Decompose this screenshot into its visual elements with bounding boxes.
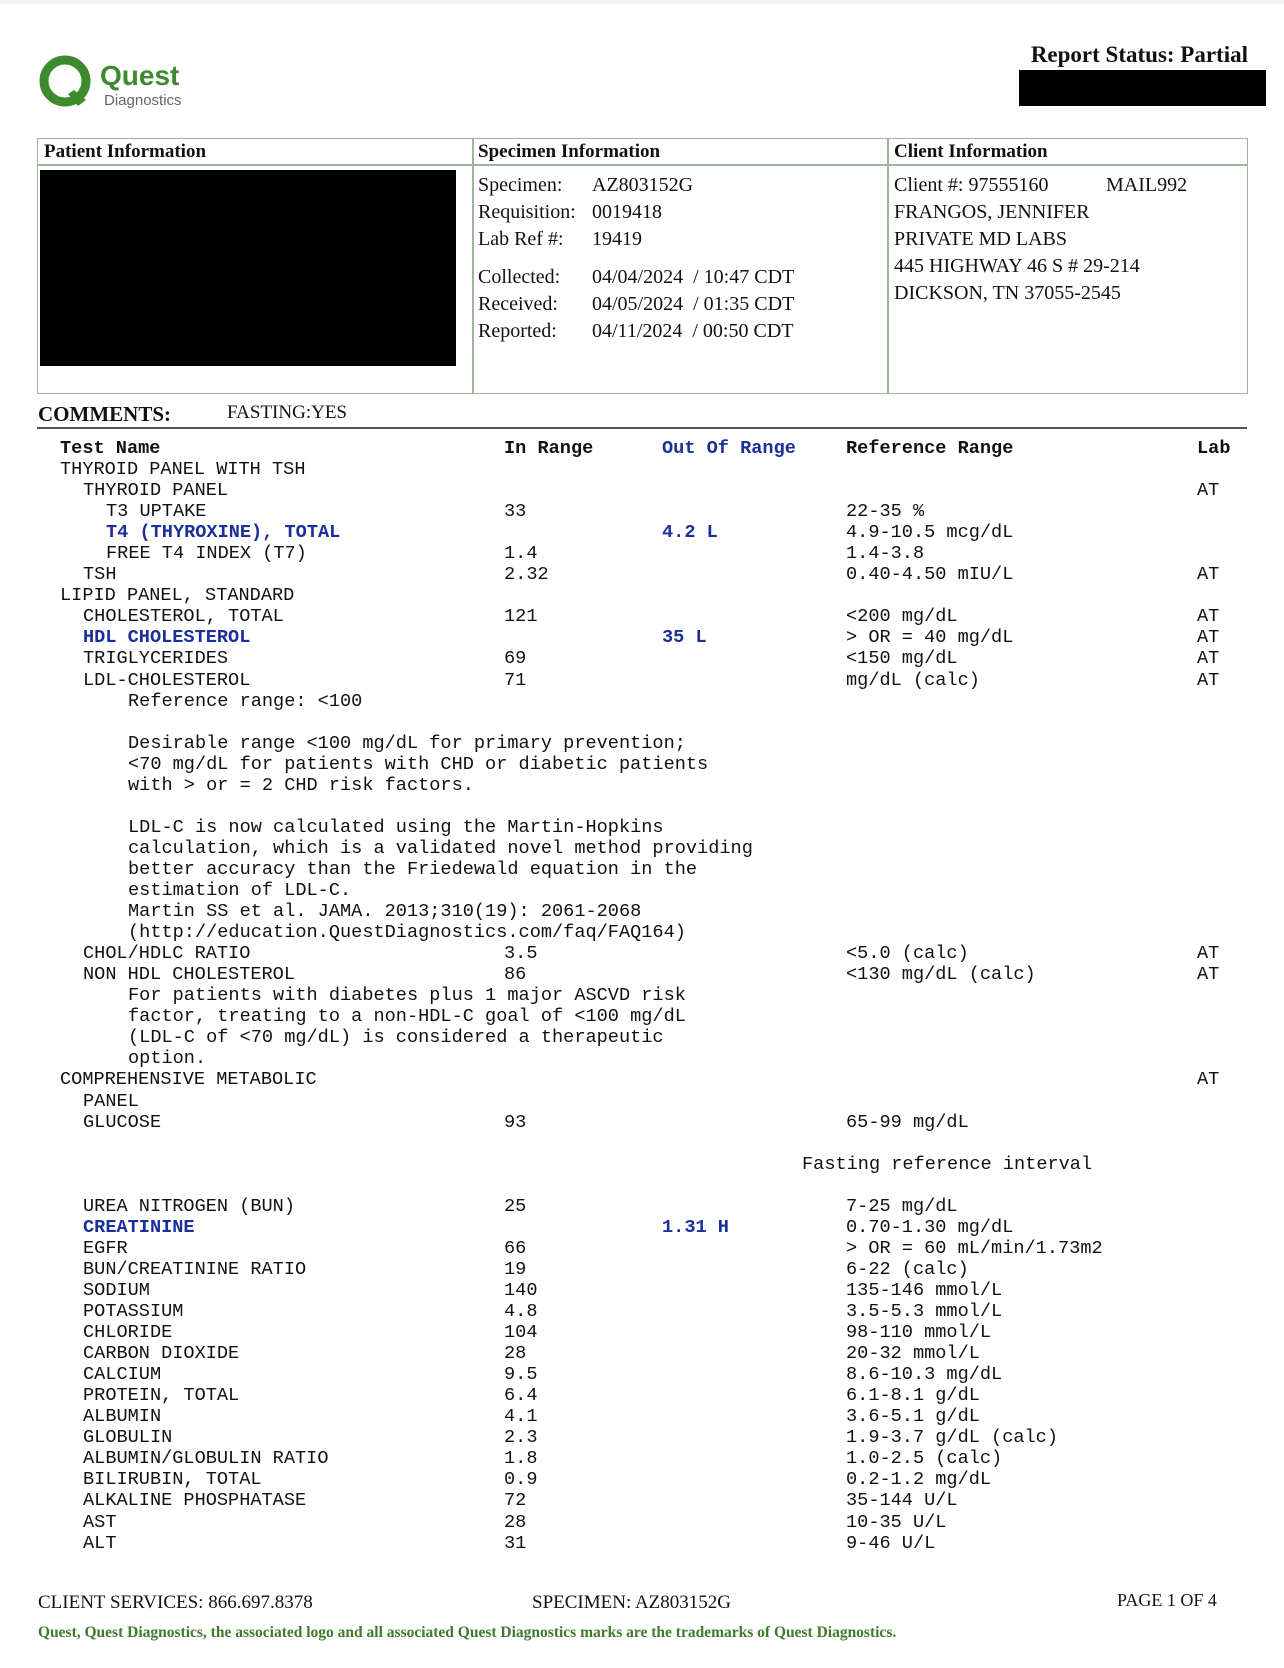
reported-value: 04/11/2024 / 00:50 CDT — [592, 320, 794, 342]
table-row — [0, 606, 1284, 627]
test-name: TSH — [83, 564, 117, 586]
client-line: PRIVATE MD LABS — [894, 228, 1067, 250]
client-line: FRANGOS, JENNIFER — [894, 201, 1090, 223]
results-table — [0, 459, 1284, 1559]
test-name: T4 (THYROXINE), TOTAL — [106, 522, 341, 544]
table-row — [0, 670, 1284, 691]
test-name: Martin SS et al. JAMA. 2013;310(19): 2061-2068 — [128, 901, 642, 923]
lab-code: AT — [1197, 627, 1220, 649]
client-services: CLIENT SERVICES: 866.697.8378 — [38, 1592, 313, 1613]
test-name: (http://education.QuestDiagnostics.com/faq/FAQ164) — [128, 922, 686, 944]
in-range-value: 6.4 — [504, 1385, 538, 1407]
in-range-value: 140 — [504, 1279, 538, 1301]
table-row — [0, 1196, 1284, 1217]
test-name: CHOL/HDLC RATIO — [83, 943, 251, 965]
logo-name: Quest — [100, 60, 180, 91]
reference-range: 4.9-10.5 mcg/dL — [846, 522, 1014, 544]
reference-range: 20-32 mmol/L — [846, 1343, 980, 1365]
test-name: SODIUM — [83, 1279, 150, 1301]
test-name: FREE T4 INDEX (T7) — [106, 543, 307, 565]
test-name: AST — [83, 1511, 117, 1533]
test-name: (LDL-C of <70 mg/dL) is considered a therapeutic — [128, 1027, 664, 1049]
client-line: DICKSON, TN 37055-2545 — [894, 282, 1121, 304]
info-header-rule — [37, 164, 1248, 166]
test-name: better accuracy than the Friedewald equation in the — [128, 858, 698, 880]
reference-range: <150 mg/dL — [846, 648, 958, 670]
in-range-value: 86 — [504, 964, 527, 986]
reference-range: 1.9-3.7 g/dL (calc) — [846, 1427, 1059, 1449]
client-header: Client Information — [894, 141, 1048, 162]
table-row — [0, 733, 1284, 754]
test-name: estimation of LDL-C. — [128, 880, 352, 901]
reference-range: <130 mg/dL (calc) — [846, 964, 1036, 986]
received-value: 04/05/2024 / 01:35 CDT — [592, 293, 795, 315]
lab-code: AT — [1197, 964, 1220, 986]
in-range-value: 19 — [504, 1258, 527, 1280]
test-name: POTASSIUM — [83, 1301, 184, 1322]
test-name: TRIGLYCERIDES — [83, 648, 229, 670]
table-row — [0, 585, 1284, 606]
table-row — [0, 838, 1284, 859]
test-name: LIPID PANEL, STANDARD — [60, 585, 295, 607]
reference-range: 9-46 U/L — [846, 1532, 936, 1554]
col-test-name: Test Name — [60, 438, 161, 459]
table-row — [0, 985, 1284, 1006]
reference-range: > OR = 60 mL/min/1.73m2 — [846, 1237, 1103, 1259]
out-of-range-value: 4.2 L — [662, 522, 718, 544]
table-row — [0, 1448, 1284, 1469]
test-name: ALBUMIN/GLOBULIN RATIO — [83, 1448, 329, 1470]
report-page — [0, 4, 1284, 1668]
table-row — [0, 1217, 1284, 1238]
table-row — [0, 880, 1284, 901]
in-range-value: 28 — [504, 1343, 527, 1365]
requisition-label: Requisition: — [478, 201, 576, 223]
in-range-value: 93 — [504, 1111, 527, 1133]
table-row — [0, 1069, 1284, 1090]
lab-ref-value: 19419 — [592, 228, 642, 250]
collected-value: 04/04/2024 / 10:47 CDT — [592, 266, 795, 288]
table-row — [0, 459, 1284, 480]
in-range-value: 4.1 — [504, 1406, 538, 1428]
table-row — [0, 859, 1284, 880]
reference-range: 0.70-1.30 mg/dL — [846, 1216, 1014, 1238]
lab-code: AT — [1197, 606, 1220, 628]
in-range-value: 33 — [504, 501, 527, 523]
collected-label: Collected: — [478, 266, 561, 288]
trademark-note: Quest, Quest Diagnostics, the associated logo and all associated Quest Diagnostics marks are the trademarks of Quest Diagnostics. — [38, 1624, 897, 1641]
table-row — [0, 1259, 1284, 1280]
client-line: 445 HIGHWAY 46 S # 29-214 — [894, 255, 1140, 277]
in-range-value: 25 — [504, 1195, 527, 1217]
test-name: T3 UPTAKE — [106, 501, 207, 523]
reference-range: 7-25 mg/dL — [846, 1195, 958, 1217]
in-range-value: 4.8 — [504, 1301, 538, 1322]
table-row — [0, 501, 1284, 522]
table-row — [0, 1469, 1284, 1490]
client-mail-code: MAIL992 — [1106, 174, 1188, 196]
specimen-row-value: AZ803152G — [592, 174, 694, 196]
table-row — [0, 480, 1284, 501]
in-range-value: 66 — [504, 1237, 527, 1259]
col-out-of-range: Out Of Range — [662, 438, 796, 459]
in-range-value: 3.5 — [504, 943, 538, 965]
specimen-row-label: Specimen: — [478, 174, 563, 196]
table-row — [0, 1364, 1284, 1385]
in-range-value: 71 — [504, 669, 527, 691]
table-row — [0, 1490, 1284, 1511]
test-name: Desirable range <100 mg/dL for primary prevention; — [128, 732, 686, 754]
reference-range: mg/dL (calc) — [846, 669, 980, 691]
reference-range: <200 mg/dL — [846, 606, 958, 628]
comments-label: COMMENTS: — [38, 402, 171, 426]
lab-code: AT — [1197, 480, 1220, 502]
test-name: NON HDL CHOLESTEROL — [83, 964, 296, 986]
lab-code: AT — [1197, 1069, 1220, 1091]
requisition-value: 0019418 — [592, 201, 662, 223]
table-row — [0, 943, 1284, 964]
table-row — [0, 1280, 1284, 1301]
table-row — [0, 1091, 1284, 1112]
lab-code: AT — [1197, 943, 1220, 965]
comments-rule — [37, 427, 1247, 429]
table-row — [0, 1301, 1284, 1322]
table-row — [0, 1385, 1284, 1406]
table-row — [0, 775, 1284, 796]
test-name: CREATININE — [83, 1216, 195, 1238]
table-row — [0, 1533, 1284, 1554]
col-in-range: In Range — [504, 438, 594, 459]
in-range-value: 9.5 — [504, 1364, 538, 1386]
reference-range: 135-146 mmol/L — [846, 1279, 1003, 1301]
comments-value: FASTING:YES — [227, 402, 347, 423]
test-name: HDL CHOLESTEROL — [83, 627, 251, 649]
table-row — [0, 1512, 1284, 1533]
test-name: GLUCOSE — [83, 1111, 162, 1133]
reference-range: 0.40-4.50 mIU/L — [846, 564, 1014, 586]
reference-note: Fasting reference interval — [802, 1153, 1093, 1175]
table-row — [0, 754, 1284, 775]
table-row — [0, 1027, 1284, 1048]
reference-range: 3.5-5.3 mmol/L — [846, 1301, 1003, 1322]
test-name: ALBUMIN — [83, 1406, 162, 1428]
test-name: UREA NITROGEN (BUN) — [83, 1195, 296, 1217]
table-row — [0, 627, 1284, 648]
received-label: Received: — [478, 293, 558, 315]
in-range-value: 0.9 — [504, 1469, 538, 1491]
test-name: CARBON DIOXIDE — [83, 1343, 240, 1365]
lab-code: AT — [1197, 648, 1220, 670]
table-row — [0, 901, 1284, 922]
table-row — [0, 564, 1284, 585]
test-name: BILIRUBIN, TOTAL — [83, 1469, 262, 1491]
test-name: option. — [128, 1048, 207, 1070]
table-row — [0, 1154, 1284, 1175]
reference-range: 10-35 U/L — [846, 1511, 947, 1533]
info-divider-2 — [887, 138, 889, 394]
reference-range: 1.4-3.8 — [846, 543, 925, 565]
table-row — [0, 964, 1284, 985]
logo-sub: Diagnostics — [104, 92, 182, 109]
quest-logo-icon — [38, 54, 92, 110]
specimen-header: Specimen Information — [478, 141, 661, 162]
in-range-value: 121 — [504, 606, 538, 628]
table-row — [0, 1175, 1284, 1196]
table-row — [0, 1427, 1284, 1448]
reference-range: 6-22 (calc) — [846, 1258, 969, 1280]
table-row — [0, 522, 1284, 543]
test-name: For patients with diabetes plus 1 major ASCVD risk — [128, 985, 686, 1007]
test-name: CALCIUM — [83, 1364, 162, 1386]
report-status: Report Status: Partial — [1030, 42, 1248, 67]
table-row — [0, 1133, 1284, 1154]
test-name: PANEL — [83, 1090, 139, 1112]
test-name: with > or = 2 CHD risk factors. — [128, 774, 474, 796]
table-row — [0, 796, 1284, 817]
test-name: EGFR — [83, 1237, 128, 1259]
in-range-value: 69 — [504, 648, 527, 670]
table-row — [0, 1048, 1284, 1069]
reported-label: Reported: — [478, 320, 557, 342]
reference-range: 0.2-1.2 mg/dL — [846, 1469, 992, 1491]
info-divider-1 — [472, 138, 474, 394]
client-number: Client #: 97555160 — [894, 174, 1049, 196]
reference-range: <5.0 (calc) — [846, 943, 969, 965]
test-name: PROTEIN, TOTAL — [83, 1385, 240, 1407]
quest-logo — [38, 54, 218, 114]
in-range-value: 31 — [504, 1532, 527, 1554]
page-number: PAGE 1 OF 4 — [1117, 1590, 1217, 1610]
reference-range: 35-144 U/L — [846, 1490, 958, 1512]
test-name: calculation, which is a validated novel method providing — [128, 837, 753, 859]
in-range-value: 2.3 — [504, 1427, 538, 1449]
reference-range: 3.6-5.1 g/dL — [846, 1406, 980, 1428]
reference-range: > OR = 40 mg/dL — [846, 627, 1014, 649]
in-range-value: 28 — [504, 1511, 527, 1533]
col-lab: Lab — [1197, 438, 1231, 459]
reference-range: 98-110 mmol/L — [846, 1322, 992, 1344]
table-row — [0, 1006, 1284, 1027]
test-name: COMPREHENSIVE METABOLIC — [60, 1069, 317, 1091]
test-name: LDL-CHOLESTEROL — [83, 669, 251, 691]
table-row — [0, 691, 1284, 712]
reference-range: 8.6-10.3 mg/dL — [846, 1364, 1003, 1386]
test-name: BUN/CREATININE RATIO — [83, 1258, 307, 1280]
table-row — [0, 817, 1284, 838]
table-row — [0, 1343, 1284, 1364]
lab-ref-label: Lab Ref #: — [478, 228, 564, 250]
reference-range: 6.1-8.1 g/dL — [846, 1385, 980, 1407]
footer-specimen: SPECIMEN: AZ803152G — [532, 1592, 731, 1613]
test-name: ALT — [83, 1532, 117, 1554]
reference-range: 1.0-2.5 (calc) — [846, 1448, 1003, 1470]
redacted-block — [1019, 70, 1266, 106]
lab-code: AT — [1197, 564, 1220, 586]
test-name: THYROID PANEL WITH TSH — [60, 459, 306, 480]
table-row — [0, 1406, 1284, 1427]
col-reference-range: Reference Range — [846, 438, 1014, 459]
table-row — [0, 1112, 1284, 1133]
test-name: factor, treating to a non-HDL-C goal of <100 mg/dL — [128, 1006, 686, 1028]
test-name: Reference range: <100 — [128, 690, 363, 712]
test-name: CHLORIDE — [83, 1322, 173, 1344]
test-name: ALKALINE PHOSPHATASE — [83, 1490, 307, 1512]
test-name: CHOLESTEROL, TOTAL — [83, 606, 284, 628]
table-row — [0, 922, 1284, 943]
in-range-value: 1.8 — [504, 1448, 538, 1470]
test-name: THYROID PANEL — [83, 480, 229, 502]
test-name: GLOBULIN — [83, 1427, 173, 1449]
out-of-range-value: 35 L — [662, 627, 707, 649]
in-range-value: 72 — [504, 1490, 527, 1512]
table-row — [0, 543, 1284, 564]
test-name: <70 mg/dL for patients with CHD or diabetic patients — [128, 753, 709, 775]
table-row — [0, 1322, 1284, 1343]
in-range-value: 2.32 — [504, 564, 549, 586]
in-range-value: 1.4 — [504, 543, 538, 565]
reference-range: 22-35 % — [846, 501, 925, 523]
reference-range: 65-99 mg/dL — [846, 1111, 969, 1133]
table-row — [0, 648, 1284, 669]
patient-redacted — [40, 170, 456, 366]
out-of-range-value: 1.31 H — [662, 1216, 729, 1238]
lab-code: AT — [1197, 669, 1220, 691]
in-range-value: 104 — [504, 1322, 538, 1344]
patient-header: Patient Information — [44, 141, 207, 162]
test-name: LDL-C is now calculated using the Martin-Hopkins — [128, 816, 664, 838]
table-row — [0, 712, 1284, 733]
table-row — [0, 1238, 1284, 1259]
